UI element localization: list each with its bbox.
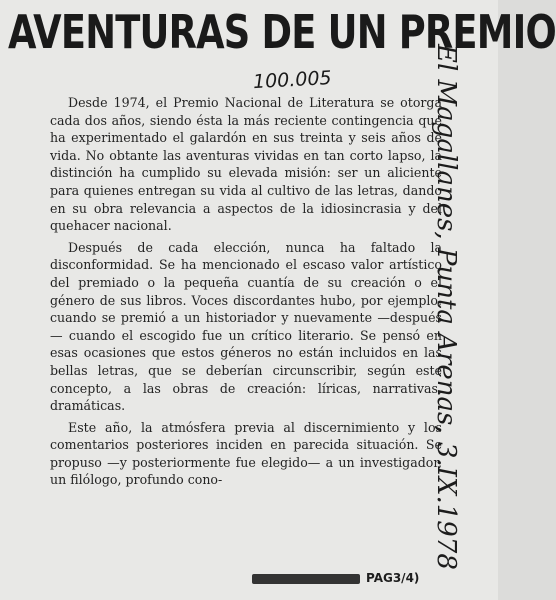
continuation-footer — [252, 568, 434, 588]
paragraph-3: Este año, la atmósfera previa al discernimiento y los comentarios posteriores inciden en parecida situación. Se propuso —y posteriormente fue elegido— a un investigador, un filólogo, profundo cono- — [50, 419, 442, 488]
handwritten-margin-note: El Magallanes, Punta Arenas, 3.IX.1978 — [431, 44, 461, 570]
headline: AVENTURAS DE UN PREMIO — [8, 5, 556, 59]
handwritten-code: 100.005 — [252, 67, 333, 94]
paragraph-2: Después de cada elección, nunca ha faltado la disconformidad. Se ha mencionado el escaso valor artístico del premiado o la pequeña cuantía de su creación o el género de sus libros. Voces discordantes hubo, por ejemplo, cuando se premió a un historiador y nuevamente —después— cuando el escogido fue un crítico literario. Se pensó en esas ocasiones que estos géneros no están incluidos en las bellas letras, que se deberían circunscribir, según este concepto, a las obras de creación: líricas, narrativas, dramáticas. — [50, 239, 442, 414]
page-reference: PAG3/4) — [366, 571, 420, 585]
article-body — [50, 94, 442, 586]
redacted-smudge — [252, 574, 360, 584]
paragraph-1: Desde 1974, el Premio Nacional de Literatura se otorga cada dos años, siendo ésta la más reciente contingencia que ha experimentado el galardón en sus treinta y seis años de vida. No obtante las aventuras vividas en tan corto lapso, la distinción ha cumplido su elevada misión: ser un aliciente para quienes entregan su vida al cultivo de las letras, dando en su obra relevancia a aspectos de la idiosincrasia y del quehacer nacional. — [50, 95, 442, 234]
